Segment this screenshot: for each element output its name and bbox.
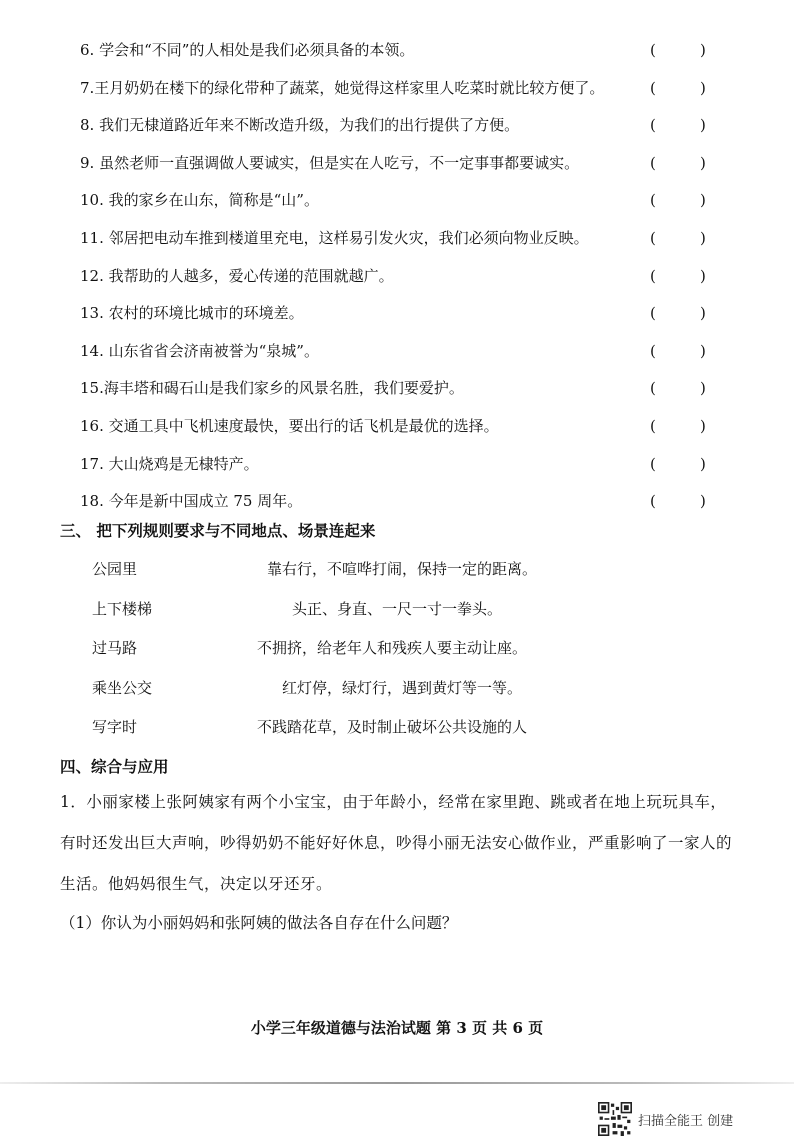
matching-row [92,595,792,623]
answer-paren-close: ) [700,116,706,135]
answer-paren-open: ( [650,492,656,511]
page-footer: 小学三年级道德与法治试题 第 3 页 共 6 页 [250,1019,544,1037]
matching-row [92,634,792,662]
question-1-paragraph: 1．小丽家楼上张阿姨家有两个小宝宝，由于年龄小，经常在家里跑、跳或者在地上玩玩具车，有时还发出巨大声响，吵得奶奶不能好好休息，吵得小丽无法安心做作业，严重影响了一家人的生活。他妈妈很生气，决定以牙还牙。 [60,793,733,893]
answer-paren-close: ) [700,266,706,285]
item-text: 13. 农村的环境比城市的环境差。 [80,304,304,323]
answer-paren-close: ) [700,454,706,473]
item-text: 8. 我们无棣道路近年来不断改造升级，为我们的出行提供了方便。 [80,116,520,135]
true-false-item [80,74,720,102]
question-1-sub-1: （1）你认为小丽妈妈和张阿姨的做法各自存在什么问题？ [60,914,458,932]
section-4-title: 四、综合与应用 [60,757,169,776]
true-false-item [80,450,720,478]
answer-paren-close: ) [700,379,706,398]
answer-paren-close: ) [700,417,706,435]
matching-row [92,713,792,741]
true-false-item [80,374,720,402]
answer-paren-close: ) [700,41,706,59]
answer-paren-open: ( [650,454,656,473]
true-false-item [80,36,720,64]
answer-paren-close: ) [700,492,706,511]
item-text: 18. 今年是新中国成立 75 周年。 [80,492,303,511]
true-false-item [80,111,720,139]
answer-paren-open: ( [650,341,656,360]
answer-paren-open: ( [650,379,656,398]
item-text: 10. 我的家乡在山东，简称是“山”。 [80,191,319,210]
answer-paren-close: ) [700,191,706,210]
item-text: 16. 交通工具中飞机速度最快，要出行的话飞机是最优的选择。 [80,417,499,435]
answer-paren-open: ( [650,229,656,247]
true-false-item [80,412,720,440]
answer-paren-close: ) [700,153,706,172]
matching-place: 上下楼梯 [92,599,153,618]
matching-rule: 靠右行，不喧哗打闹，保持一定的距离。 [267,560,538,578]
matching-place: 公园里 [92,560,138,578]
item-text: 15.海丰塔和碣石山是我们家乡的风景名胜，我们要爱护。 [80,379,464,398]
true-false-item [80,224,720,252]
matching-place: 写字时 [92,718,138,736]
scanner-watermark [598,1102,733,1136]
answer-paren-open: ( [650,417,656,435]
true-false-item [80,337,720,365]
matching-rule: 红灯停，绿灯行，遇到黄灯等一等。 [282,678,523,697]
true-false-item [80,149,720,177]
true-false-item [80,186,720,214]
true-false-item [80,487,720,515]
answer-paren-open: ( [650,116,656,135]
matching-rule: 不践踏花草，及时制止破坏公共设施的人 [257,718,528,736]
answer-paren-close: ) [700,229,706,247]
section-3-title: 三、 把下列规则要求与不同地点、场景连起来 [60,521,376,540]
item-text: 7.王月奶奶在楼下的绿化带种了蔬菜，她觉得这样家里人吃菜时就比较方便了。 [80,78,605,97]
matching-row [92,674,792,702]
answer-paren-open: ( [650,41,656,59]
true-false-item [80,262,720,290]
answer-paren-open: ( [650,266,656,285]
scanner-label: 扫描全能王 创建 [638,1113,734,1129]
item-text: 6. 学会和“不同”的人相处是我们必须具备的本领。 [80,41,415,59]
matching-rule: 头正、身直、一尺一寸一拳头。 [292,599,503,618]
item-text: 11. 邻居把电动车推到楼道里充电，这样易引发火灾，我们必须向物业反映。 [80,229,589,247]
item-text: 12. 我帮助的人越多，爱心传递的范围就越广。 [80,266,394,285]
matching-place: 过马路 [92,639,138,657]
answer-paren-close: ) [700,341,706,360]
item-text: 14. 山东省省会济南被誉为“泉城”。 [80,341,319,360]
matching-row [92,555,792,583]
answer-paren-open: ( [650,153,656,172]
item-text: 9. 虽然老师一直强调做人要诚实，但是实在人吃亏，不一定事事都要诚实。 [80,153,580,172]
answer-paren-open: ( [650,304,656,323]
answer-paren-open: ( [650,191,656,210]
true-false-item [80,299,720,327]
item-text: 17. 大山烧鸡是无棣特产。 [80,454,259,473]
qr-code-icon [598,1102,632,1136]
page-divider [0,1082,794,1084]
answer-paren-close: ) [700,304,706,323]
matching-rule: 不拥挤，给老年人和残疾人要主动让座。 [257,639,528,657]
answer-paren-close: ) [700,78,706,97]
answer-paren-open: ( [650,78,656,97]
matching-place: 乘坐公交 [92,678,153,697]
